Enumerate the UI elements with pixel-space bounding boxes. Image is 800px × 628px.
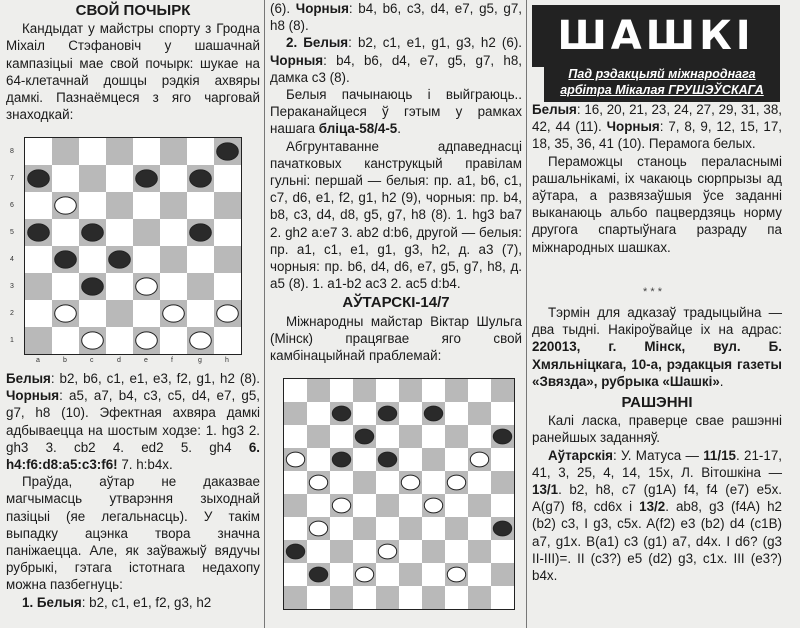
dark-square [307, 379, 330, 402]
deadline-text: Тэрмін для адказаў традыцыйна — два тыдні. Накіроўвайце іх на адрас: [532, 305, 782, 338]
rank-label: 3 [10, 283, 14, 290]
dark-square [330, 586, 353, 609]
blitz-paragraph [270, 86, 522, 138]
dark-square [187, 273, 214, 300]
black-pieces: : 7, 8, 9, 12, 15, 17, 18, 35, 36, 41 (10). Перамога белых. [532, 119, 782, 152]
solutions-label: Аўтарскія [548, 447, 613, 463]
dark-square [399, 517, 422, 540]
dark-square [399, 425, 422, 448]
variant-1-pieces: : b2, c1, e1, f2, g3, h2 [81, 594, 212, 610]
board-1-svg [25, 138, 241, 354]
file-label: a [36, 357, 40, 364]
white-piece [286, 452, 304, 467]
black-piece [309, 567, 327, 582]
white-piece [190, 332, 212, 349]
key-move: 6. h4:f6:d8:a5:c3:f6! [6, 439, 260, 473]
dark-square [25, 327, 52, 354]
file-label: f [171, 357, 173, 364]
solutions-title: РАШЭННІ [621, 394, 693, 412]
black-piece [332, 452, 350, 467]
white-piece [447, 475, 465, 490]
rank-label: 5 [10, 229, 14, 236]
white-label: Белыя [532, 102, 577, 117]
dark-square [422, 586, 445, 609]
dark-square [214, 192, 241, 219]
black-piece [332, 406, 350, 421]
white-pieces: : b2, b6, c1, e1, e3, f2, g1, h2 (8). [50, 371, 260, 386]
white-piece [401, 475, 419, 490]
section-title: ШАШКІ [557, 13, 755, 59]
dark-square [52, 138, 79, 165]
black-piece [190, 170, 212, 187]
rank-label: 2 [10, 310, 14, 317]
black-piece [378, 406, 396, 421]
legality-paragraph: Праўда, аўтар не даказвае магчымасць утварэння зыходнай пазіцыі (яе легальнасць). У такім выпадку ацэнка твора значна паніжаецца. Але, як заўважыў вядучы рубрыкі, гэтага істотнага недахопу можна пазбегнуць: [6, 474, 260, 593]
black-pieces: : b4, b6, c3, d4, e7, g5, g7, h8 (8). [270, 1, 522, 34]
dark-square [468, 402, 491, 425]
dark-square [284, 402, 307, 425]
variant-2-black: : b4, b6, d4, e7, g5, g7, h8, дамка c3 (8). [270, 52, 522, 85]
variant-2-label: 2. Белыя [286, 35, 349, 51]
dark-square [422, 540, 445, 563]
black-piece [493, 429, 511, 444]
left-column-lower [6, 370, 260, 611]
rank-label: 8 [10, 148, 14, 155]
sol-part: . 21-17, 41, 3, 25, 4, 14, 15x, Л. Вітошкіна — [532, 447, 782, 480]
variant-2-line [270, 34, 522, 86]
white-piece [163, 305, 185, 322]
dark-square [133, 219, 160, 246]
dark-square [468, 586, 491, 609]
black-piece [82, 224, 104, 241]
sol-ref: 13/1 [532, 482, 559, 498]
black-piece [378, 452, 396, 467]
dark-square [422, 448, 445, 471]
blitz-text: Белыя пачынаюць і выйграюць.. Пераканайцеся ў гэтым у рамках нашага [270, 87, 522, 137]
black-label: Чорныя [295, 1, 349, 16]
final-move: 7. h:b4x. [117, 457, 173, 473]
white-label: Белыя [6, 371, 51, 386]
black-piece [109, 251, 131, 268]
black-piece [82, 278, 104, 295]
black-piece [424, 406, 442, 421]
problem-intro: Міжнародны майстар Віктар Шульга (Мінск) працягвае яго свой камбінацыйнай праблемай: [270, 313, 522, 364]
dark-square [353, 379, 376, 402]
address: 220013, г. Мінск, вул. Б. Хмяльніцкага, 10-а, рэдакцыя газеты «Звязда», рубрыка «Шашкі» [532, 339, 782, 389]
white-piece [447, 567, 465, 582]
file-label: c [90, 357, 94, 364]
file-label: d [117, 357, 121, 364]
middle-column [270, 0, 522, 364]
dark-square [353, 517, 376, 540]
dark-square [307, 425, 330, 448]
file-label: e [144, 357, 148, 364]
solutions-text [532, 447, 782, 585]
white-piece [378, 544, 396, 559]
file-label: h [225, 357, 229, 364]
rank-label: 7 [10, 175, 14, 182]
checkers-board-1 [24, 137, 242, 355]
variant-1-line [6, 594, 260, 611]
dark-square [445, 379, 468, 402]
board-2-svg [284, 379, 514, 609]
article-title: СВОЙ ПОЧЫРК [75, 2, 191, 19]
dark-square [214, 246, 241, 273]
dark-square [160, 138, 187, 165]
dark-square [106, 138, 133, 165]
stars-separator: * * * [643, 286, 662, 298]
white-piece [424, 498, 442, 513]
deadline-paragraph [532, 304, 782, 390]
white-piece [55, 197, 77, 214]
white-piece [309, 521, 327, 536]
dark-square [491, 379, 514, 402]
rank-label: 6 [10, 202, 14, 209]
right-column [532, 101, 782, 256]
dark-square [468, 540, 491, 563]
black-label: Чорныя [6, 388, 60, 404]
section-subtitle: Пад рэдакцыяй міжнароднага арбітра Мікалая ГРУШЭЎСКАГА [544, 64, 780, 102]
white-pieces: : 16, 20, 21, 23, 24, 27, 29, 31, 38, 42, 44 (11). [532, 102, 782, 135]
dark-square [330, 540, 353, 563]
justification-paragraph: Абгрунтаванне адпаведнасці пачатковых канструкцый правілам гульні: першай — белыя: пр. a1, b6, c1, c7, d6, e1, f2, g1, h2 (9), чорныя: пр. b4, b8, c3, d4, d8, g5, g7, h8 (8). 1. hg3 ba7 2. gh2 a:e7 3. ab2 d:b6, другой — белыя: пр. a1, c1, e1, g1, g3, h2, д. a3 (7), чорныя: пр. b6, d4, d6, e7, g5, g7, h8, д. a5 (8). 1. a1-b2 ac3 2. ac5 d:b4. [270, 138, 522, 292]
right-column-lower [532, 304, 782, 584]
column-divider [526, 0, 527, 628]
cont-text: (6). [270, 1, 296, 16]
dark-square [491, 471, 514, 494]
left-column [6, 0, 260, 123]
dark-square [106, 192, 133, 219]
white-piece [55, 305, 77, 322]
blitz-end: . [397, 121, 401, 137]
dark-square [284, 586, 307, 609]
white-piece [136, 332, 158, 349]
dark-square [160, 246, 187, 273]
variant-1-cont [270, 0, 522, 34]
sol-ref: 13/2 [639, 499, 666, 515]
rank-label: 4 [10, 256, 14, 263]
black-piece [28, 224, 50, 241]
dark-square [468, 494, 491, 517]
white-piece [332, 498, 350, 513]
winners-paragraph: Пераможцы станоць пераласнымі рашальнікамі, іх чакаюць сюрпрызы ад аўтара, а развязаўшыя ўсе заданні выканаюць альбо пацвердзяць норму другога спартыўнага разраду па міжнародных шашках. [532, 153, 782, 255]
black-piece [493, 521, 511, 536]
black-piece [355, 429, 373, 444]
sol-part: . b2, h8, c7 (g1A) f4, f4 (e7) e5x. A(g7) f8, cd6x і [532, 482, 782, 515]
white-piece [136, 278, 158, 295]
white-piece [470, 452, 488, 467]
variant-2-white: : b2, c1, e1, g1, g3, h2 (6). [348, 35, 522, 51]
dark-square [445, 425, 468, 448]
dark-square [376, 494, 399, 517]
black-piece [55, 251, 77, 268]
dark-square [445, 517, 468, 540]
intro-paragraph: Кандыдат у майстры спорту з Гродна Міхаіл Стэфановіч у шашачнай кампазіцыі мае свой почырк: шукае на 64-клетачнай дошцы рэдкія ахвяры дамкі. Пазнаёмцеся з яго чарговай знаходкай: [6, 21, 260, 123]
dark-square [25, 273, 52, 300]
column-divider [264, 0, 265, 628]
file-label: b [63, 357, 67, 364]
solutions-intro: Калі ласка, праверце свае рашэнні ранейшых заданняў. [532, 413, 782, 446]
file-label: g [198, 357, 202, 364]
problem-position [532, 101, 782, 153]
black-piece [190, 224, 212, 241]
black-label: Чорныя [270, 52, 324, 68]
white-piece [217, 305, 239, 322]
dark-square [399, 563, 422, 586]
sol-ref: 11/15 [703, 447, 736, 463]
section-header [532, 5, 780, 67]
dark-square [79, 165, 106, 192]
sol-part: : У. Матуса — [613, 447, 704, 463]
black-piece [217, 143, 239, 160]
problem-title: АЎТАРСКІ-14/7 [342, 294, 450, 312]
white-piece [355, 567, 373, 582]
rank-label: 1 [10, 337, 14, 344]
black-label: Чорныя [606, 119, 660, 135]
sol-part: . ab8, g3 (f4A) h2 (b2) c3, I g3, c5x. A(f2) e3 (b2) d4 (c1B) a7, g1x. B(a1) c3 (g1) a7, d4x. I d6? (g3 II-III)=. II (c3?) e5 (d2) g3, c1x. III (e3?) b4x. [532, 499, 782, 584]
white-piece [82, 332, 104, 349]
black-piece [136, 170, 158, 187]
dark-square [399, 379, 422, 402]
white-piece [309, 475, 327, 490]
dark-square [491, 563, 514, 586]
dark-square [376, 586, 399, 609]
deadline-end: . [719, 373, 724, 389]
checkers-board-2 [283, 378, 515, 610]
dark-square [106, 300, 133, 327]
dark-square [284, 494, 307, 517]
black-piece [28, 170, 50, 187]
position-1-text [6, 370, 260, 473]
blitz-ref: бліца-58/4-5 [318, 121, 398, 137]
dark-square [353, 471, 376, 494]
variant-1-label: 1. Белыя [22, 594, 82, 610]
dark-square [160, 192, 187, 219]
black-piece [286, 544, 304, 559]
black-pieces: : a5, a7, b4, c3, c5, d4, e7, g5, g7, h8 (10). Эфектная ахвяра дамкі адбываецца на шостым ходзе: 1. hg3 2. gh3 3. cb2 4. ed2 5. gh4 [6, 388, 260, 455]
